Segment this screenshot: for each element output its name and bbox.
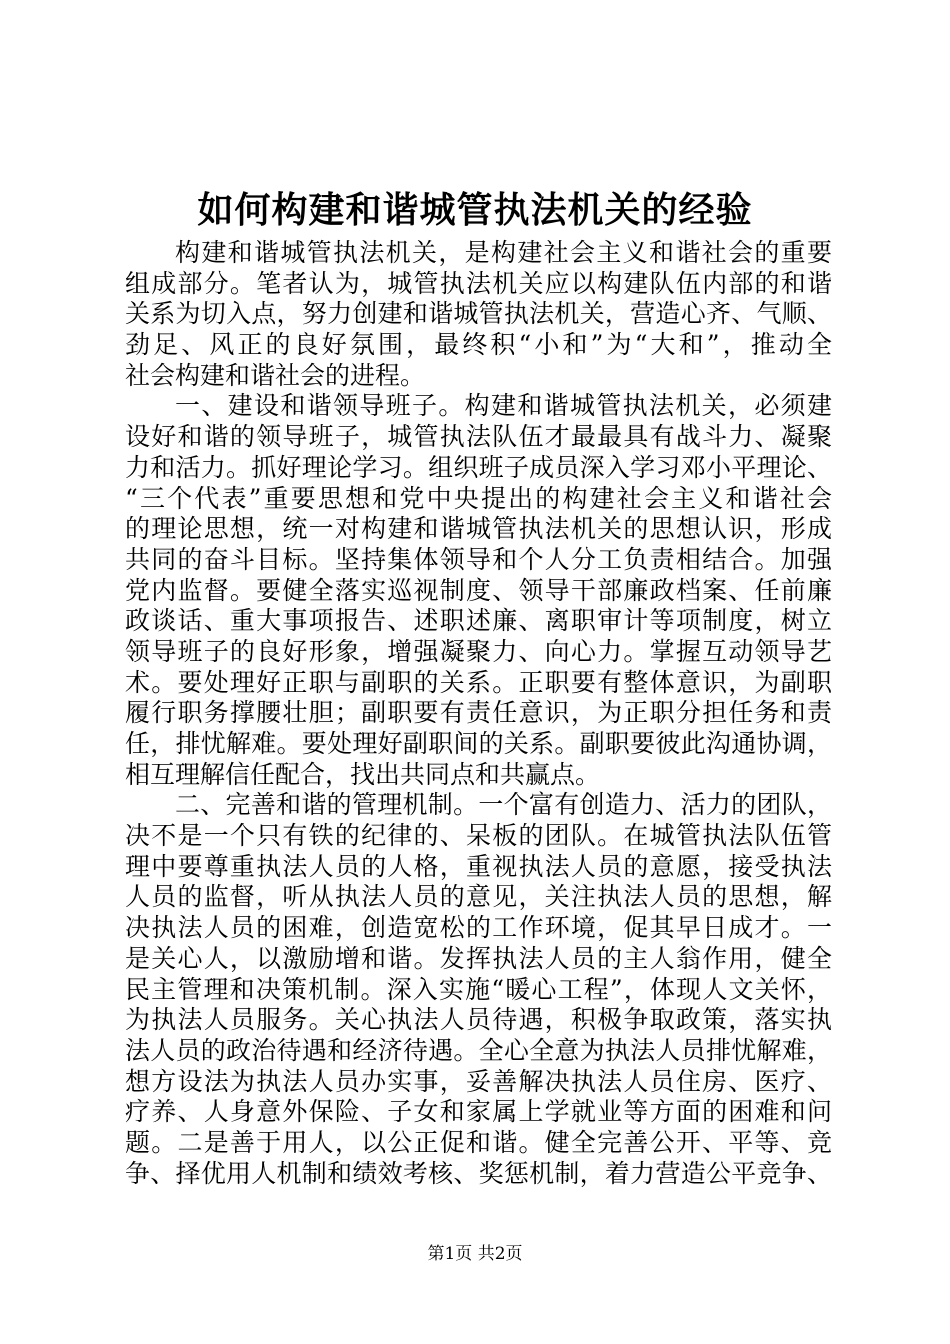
- body-line: 构建和谐城管执法机关，是构建社会主义和谐社会的重要: [175, 238, 832, 267]
- body-line: 一、建设和谐领导班子。构建和谐城管执法机关，必须建: [175, 391, 832, 421]
- body-line: 领导班子的良好形象，增强凝聚力、向心力。掌握互动领导艺: [125, 636, 832, 666]
- body-line: 人员的监督，听从执法人员的意见，关注执法人员的思想，解: [125, 882, 832, 912]
- body-line: 是关心人，以激励增和谐。发挥执法人员的主人翁作用，健全: [125, 943, 832, 973]
- body-line: 民主管理和决策机制。深入实施“暖心工程”，体现人文关怀，: [125, 974, 832, 1004]
- body-line: 相互理解信任配合，找出共同点和共赢点。: [125, 759, 601, 789]
- body-line: 设好和谐的领导班子，城管执法队伍才最最具有战斗力、凝聚: [125, 422, 832, 452]
- body-line: 法人员的政治待遇和经济待遇。全心全意为执法人员排忧解难，: [125, 1035, 832, 1065]
- body-line: 争、择优用人机制和绩效考核、奖惩机制，着力营造公平竞争、: [125, 1158, 832, 1188]
- body-line: 任，排忧解难。要处理好副职间的关系。副职要彼此沟通协调，: [125, 729, 832, 758]
- body-line: 劲足、风正的良好氛围，最终积“小和”为“大和”，推动全: [125, 330, 832, 360]
- body-line: 决执法人员的困难，创造宽松的工作环境，促其早日成才。一: [125, 913, 832, 943]
- body-line: 为执法人员服务。关心执法人员待遇，积极争取政策，落实执: [125, 1005, 832, 1035]
- body-line: 的理论思想，统一对构建和谐城管执法机关的思想认识，形成: [125, 514, 832, 544]
- body-line: 履行职务撑腰壮胆；副职要有责任意识，为正职分担任务和责: [125, 698, 832, 728]
- body-line: 组成部分。笔者认为，城管执法机关应以构建队伍内部的和谐: [125, 268, 832, 298]
- body-line: 力和活力。抓好理论学习。组织班子成员深入学习邓小平理论、: [125, 452, 832, 482]
- body-line: 决不是一个只有铁的纪律的、呆板的团队。在城管执法队伍管: [125, 821, 832, 851]
- body-line: 党内监督。要健全落实巡视制度、领导干部廉政档案、任前廉: [125, 575, 832, 605]
- body-line: “三个代表”重要思想和党中央提出的构建社会主义和谐社会: [125, 483, 832, 513]
- body-line: 术。要处理好正职与副职的关系。正职要有整体意识，为副职: [125, 667, 832, 697]
- body-line: 想方设法为执法人员办实事，妥善解决执法人员住房、医疗、: [125, 1066, 832, 1096]
- body-line: 疗养、人身意外保险、子女和家属上学就业等方面的困难和问: [125, 1097, 832, 1127]
- body-line: 共同的奋斗目标。坚持集体领导和个人分工负责相结合。加强: [125, 544, 832, 574]
- document-title: 如何构建和谐城管执法机关的经验: [197, 189, 753, 231]
- body-line: 关系为切入点，努力创建和谐城管执法机关，营造心齐、气顺、: [125, 299, 832, 329]
- body-line: 政谈话、重大事项报告、述职述廉、离职审计等项制度，树立: [125, 606, 832, 636]
- page-footer: 第1页 共2页: [427, 1244, 523, 1264]
- body-line: 题。二是善于用人，以公正促和谐。健全完善公开、平等、竞: [125, 1127, 832, 1157]
- document-body: [125, 238, 832, 1189]
- body-line: 社会构建和谐社会的进程。: [125, 360, 426, 390]
- body-line: 二、完善和谐的管理机制。一个富有创造力、活力的团队，: [175, 790, 832, 820]
- body-line: 理中要尊重执法人员的人格，重视执法人员的意愿，接受执法: [125, 851, 832, 881]
